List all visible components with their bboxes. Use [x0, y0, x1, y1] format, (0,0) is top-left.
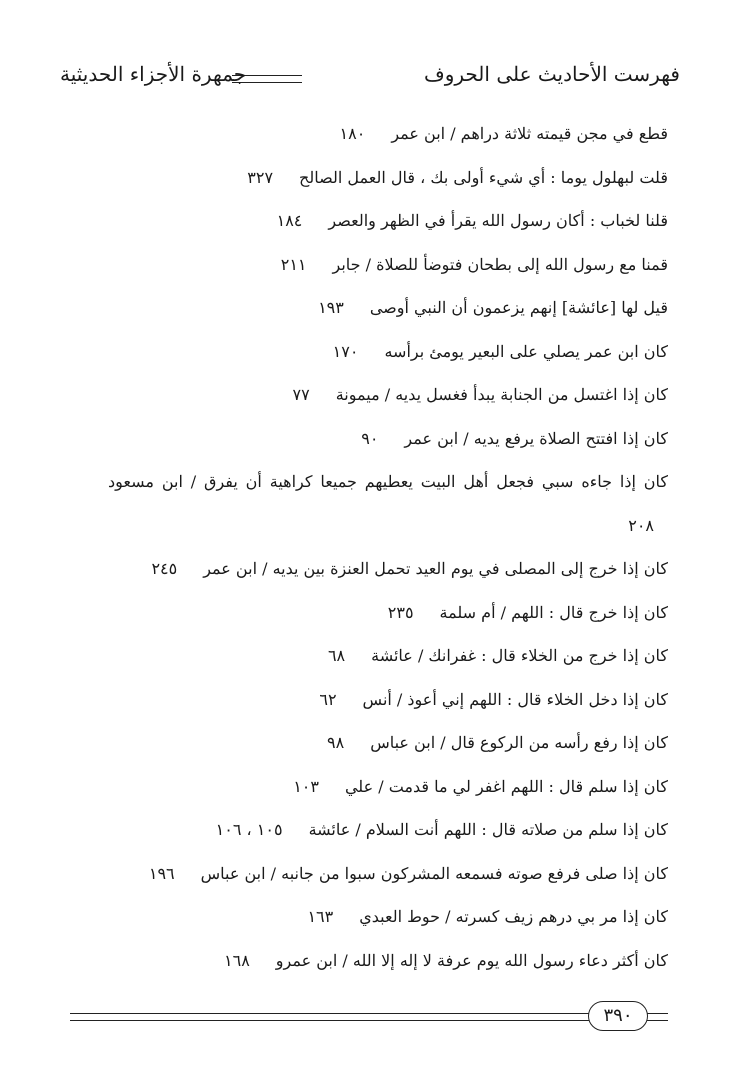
footer-rule: [70, 1013, 668, 1021]
index-entry: [108, 417, 668, 461]
index-entry: [108, 939, 668, 983]
entry-text: قلنا لخباب : أكان رسول الله يقرأ في الظهر والعصر: [328, 211, 668, 231]
entry-page: ٢٠٨: [628, 515, 654, 535]
page-header: [60, 58, 680, 102]
entry-text: كان إذا سلم قال : اللهم اغفر لي ما قدمت / علي: [344, 776, 668, 796]
index-entry: [108, 765, 668, 809]
index-entry: [108, 895, 668, 939]
index-entry: [108, 591, 668, 635]
entry-page: ١٧٠: [332, 341, 359, 361]
index-entry: [108, 199, 668, 243]
index-entry: [108, 547, 668, 591]
entry-text: قمنا مع رسول الله إلى بطحان فتوضأ للصلاة / جابر: [332, 254, 668, 274]
entry-page: ٢١١: [280, 254, 307, 274]
index-entry: [108, 112, 668, 156]
entry-page: ٧٧: [292, 385, 310, 405]
index-entry: [108, 286, 668, 330]
index-entry: [108, 460, 668, 547]
entry-page: ٩٠: [361, 428, 379, 448]
entry-page: ١٨٠: [339, 124, 366, 144]
entry-page: ٢٣٥: [387, 602, 414, 622]
entry-text: قيل لها [عائشة] إنهم يزعمون أن النبي أوصى: [369, 298, 668, 318]
entry-text: كان إذا خرج قال : اللهم / أم سلمة: [439, 602, 668, 622]
entry-text: كان ابن عمر يصلي على البعير يومئ برأسه: [384, 341, 668, 361]
entry-page: ٩٨: [327, 733, 345, 753]
entry-page: ١٩٦: [148, 863, 175, 883]
index-entry: [108, 243, 668, 287]
entry-page: ٣٢٧: [247, 167, 274, 187]
index-entry: [108, 721, 668, 765]
entry-text: كان إذا رفع رأسه من الركوع قال / ابن عباس: [370, 733, 668, 753]
entry-page: ٦٢: [319, 689, 337, 709]
entry-text: قلت لبهلول يوما : أي شيء أولى بك ، قال العمل الصالح: [299, 167, 668, 187]
entry-text: كان إذا افتتح الصلاة يرفع يديه / ابن عمر: [404, 428, 668, 448]
entry-text: كان إذا خرج إلى المصلى في يوم العيد تحمل العنزة بين يديه / ابن عمر: [203, 559, 668, 579]
entry-page: ٢٤٥: [151, 559, 178, 579]
index-entry: [108, 678, 668, 722]
entry-page: ١٠٥ ، ١٠٦: [215, 820, 283, 840]
index-entry: [108, 373, 668, 417]
index-entry: [108, 156, 668, 200]
entry-page: ٦٨: [327, 646, 346, 666]
entry-text: كان إذا خرج من الخلاء قال : غفرانك / عائشة: [371, 646, 668, 666]
entry-text: كان إذا دخل الخلاء قال : اللهم إني أعوذ / أنس: [362, 689, 668, 709]
entry-page: ١٩٣: [318, 298, 344, 318]
page-number: ٣٩٠: [588, 1001, 648, 1031]
entry-text: كان إذا مر بي درهم زيف كسرته / حوط العبدي: [359, 907, 668, 927]
entry-text: كان إذا سلم من صلاته قال : اللهم أنت السلام / عائشة: [308, 820, 668, 840]
index-entry: [108, 808, 668, 852]
index-entry: [108, 852, 668, 896]
index-entry: [108, 330, 668, 374]
index-entry: [108, 634, 668, 678]
entry-text: قطع في مجن قيمته ثلاثة دراهم / ابن عمر: [391, 124, 668, 144]
entry-page: ١٨٤: [276, 211, 303, 231]
entry-page: ١٦٨: [224, 950, 250, 970]
entry-text: كان إذا صلى فرفع صوته فسمعه المشركون سبوا من جانبه / ابن عباس: [200, 863, 668, 883]
hadith-index-list: [108, 112, 668, 982]
book-title: جمهرة الأجزاء الحديثية: [60, 62, 247, 86]
section-title: فهرست الأحاديث على الحروف: [423, 62, 680, 86]
entry-page: ١٠٣: [293, 776, 319, 796]
entry-text: كان أكثر دعاء رسول الله يوم عرفة لا إله إلا الله / ابن عمرو: [275, 950, 668, 970]
entry-text: كان إذا اغتسل من الجنابة يبدأ فغسل يديه / ميمونة: [335, 385, 668, 405]
entry-text: كان إذا جاءه سبي فجعل أهل البيت يعطيهم جميعا كراهية أن يفرق / ابن مسعود: [108, 472, 668, 491]
entry-page: ١٦٣: [307, 907, 334, 927]
